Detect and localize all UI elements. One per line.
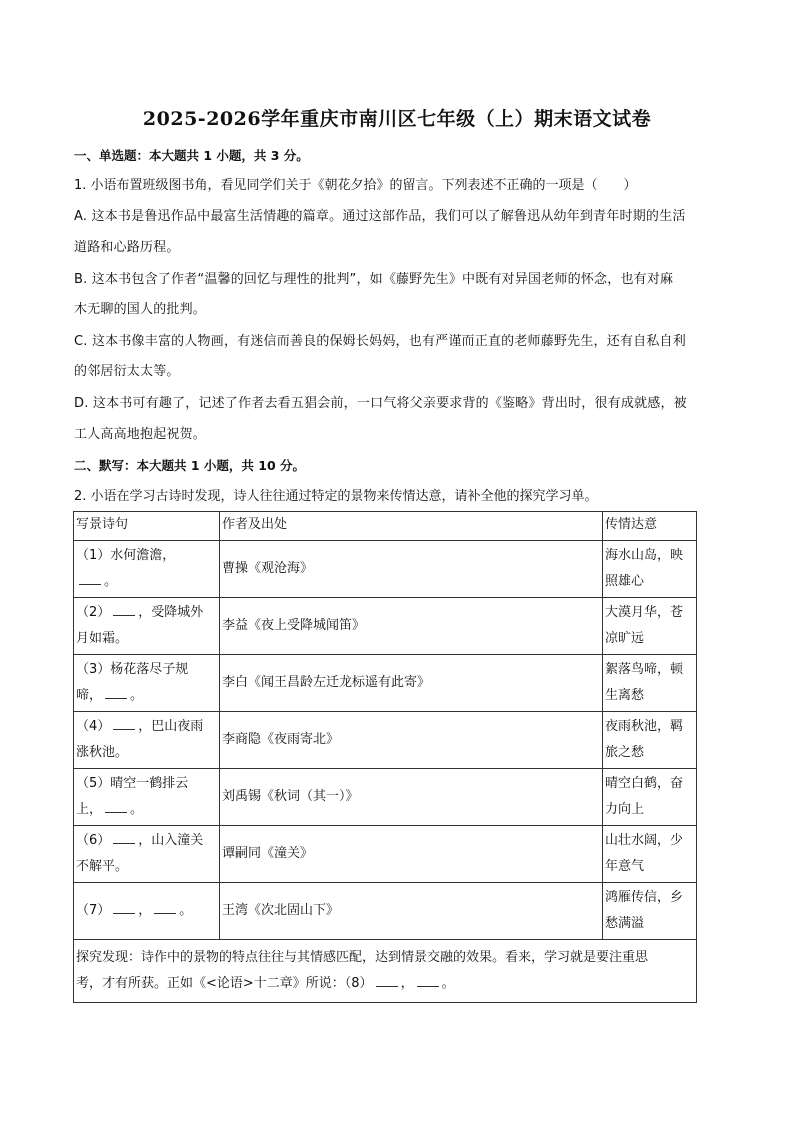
table-header-row [74,512,697,541]
q1-option-d-line2: 工人高高地抱起祝贺。 [74,427,207,442]
section1-heading: 一、单选题：本大题共 1 小题，共 3 分。 [74,148,309,163]
fill-blank-7a[interactable] [113,900,135,914]
table-row [74,598,697,655]
poem-line-cell: （2） ，受降城外 月如霜。 [74,598,220,655]
source-cell: 谭嗣同《潼关》 [220,826,603,883]
table-row [74,826,697,883]
source-cell: 李商隐《夜雨寄北》 [220,712,603,769]
fill-blank-6[interactable] [113,830,135,844]
source-cell: 刘禹锡《秋词（其一）》 [220,769,603,826]
source-cell: 李益《夜上受降城闻笛》 [220,598,603,655]
table-row [74,769,697,826]
q1-option-b-line2: 木无聊的国人的批判。 [74,302,207,317]
source-cell: 王湾《次北固山下》 [220,883,603,940]
table-row [74,655,697,712]
table-row [74,541,697,598]
meaning-cell: 山壮水阔，少 年意气 [603,826,697,883]
meaning-cell: 鸿雁传信，乡 愁满溢 [603,883,697,940]
fill-blank-3[interactable] [105,685,127,699]
fill-blank-7b[interactable] [154,900,176,914]
table-row [74,712,697,769]
q1-option-b-line1: B. 这本书包含了作者“温馨的回忆与理性的批判”，如《藤野先生》中既有对异国老师的怀念，也有对麻 [74,272,674,287]
meaning-cell: 晴空白鹤，奋 力向上 [603,769,697,826]
findings-cell: 探究发现：诗作中的景物的特点往往与其情感匹配，达到情景交融的效果。看来，学习就是要注重思 考，才有所获。正如《<论语>十二章》所说：（8） ， 。 [74,940,697,1003]
header-meaning: 传情达意 [603,512,697,541]
fill-blank-2[interactable] [113,602,135,616]
q1-option-c-line2: 的邻居衍太太等。 [74,364,180,379]
section2-heading: 二、默写：本大题共 1 小题，共 10 分。 [74,458,306,473]
study-sheet-table [73,511,697,1003]
fill-blank-1[interactable] [79,571,101,585]
fill-blank-4[interactable] [113,716,135,730]
poem-line-cell: （7） ， 。 [74,883,220,940]
q1-option-a-line2: 道路和心路历程。 [74,240,180,255]
table-row [74,883,697,940]
poem-line-cell: （6） ，山入潼关 不解平。 [74,826,220,883]
meaning-cell: 海水山岛，映 照雄心 [603,541,697,598]
meaning-cell: 大漠月华，苍 凉旷远 [603,598,697,655]
source-cell: 李白《闻王昌龄左迁龙标遥有此寄》 [220,655,603,712]
q1-stem: 1. 小语布置班级图书角，看见同学们关于《朝花夕拾》的留言。下列表述不正确的一项是（ ） [74,178,637,193]
fill-blank-8a[interactable] [376,973,398,987]
meaning-cell: 夜雨秋池，羁 旅之愁 [603,712,697,769]
fill-blank-8b[interactable] [417,973,439,987]
poem-line-cell: （4） ，巴山夜雨 涨秋池。 [74,712,220,769]
meaning-cell: 絮落鸟啼，顿 生离愁 [603,655,697,712]
header-poem-line: 写景诗句 [74,512,220,541]
q2-stem: 2. 小语在学习古诗时发现，诗人往往通过特定的景物来传情达意，请补全他的探究学习单。 [74,489,598,504]
q1-option-c-line1: C. 这本书像丰富的人物画，有迷信而善良的保姆长妈妈，也有严谨而正直的老师藤野先生，还有自私自利 [74,334,686,349]
poem-line-cell: （5）晴空一鹤排云 上， 。 [74,769,220,826]
header-author-source: 作者及出处 [220,512,603,541]
poem-line-cell: （1）水何澹澹， 。 [74,541,220,598]
fill-blank-5[interactable] [105,799,127,813]
poem-line-cell: （3）杨花落尽子规 啼， 。 [74,655,220,712]
source-cell: 曹操《观沧海》 [220,541,603,598]
q1-option-a-line1: A. 这本书是鲁迅作品中最富生活情趣的篇章。通过这部作品，我们可以了解鲁迅从幼年到青年时期的生活 [74,209,686,224]
q1-option-d-line1: D. 这本书可有趣了，记述了作者去看五猖会前，一口气将父亲要求背的《鉴略》背出时，很有成就感，被 [74,396,687,411]
exam-title: 2025-2026学年重庆市南川区七年级（上）期末语文试卷 [142,108,652,130]
findings-row [74,940,697,1003]
